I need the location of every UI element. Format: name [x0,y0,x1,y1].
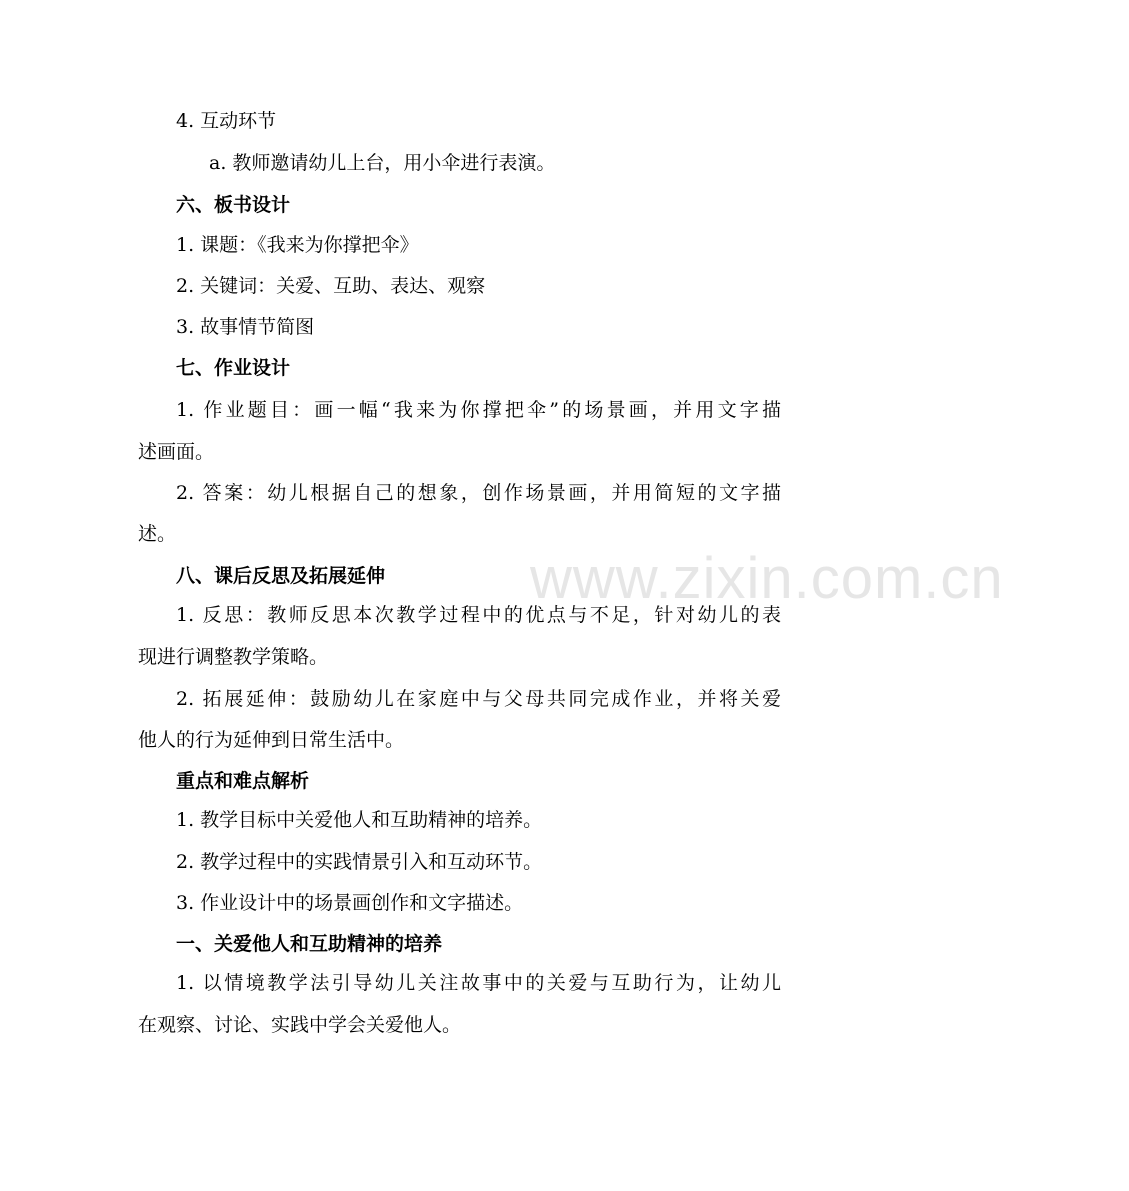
paragraph-line: 现进行调整教学策略。 [138,646,329,668]
list-item: a. 教师邀请幼儿上台，用小伞进行表演。 [209,152,556,174]
paragraph-line: 述画面。 [138,441,215,463]
paragraph-line: 在观察、讨论、实践中学会关爱他人。 [138,1014,462,1036]
list-item: 2. 关键词：关爱、互助、表达、观察 [176,275,486,297]
paragraph-line: 2. 拓展延伸：鼓励幼儿在家庭中与父母共同完成作业，并将关爱 [176,688,781,710]
list-item: 2. 教学过程中的实践情景引入和互动环节。 [176,851,543,873]
list-item: 4. 互动环节 [176,110,277,132]
section-heading: 七、作业设计 [176,357,291,379]
section-heading: 八、课后反思及拓展延伸 [176,565,386,587]
list-item: 3. 作业设计中的场景画创作和文字描述。 [176,892,524,914]
paragraph-line: 1. 以情境教学法引导幼儿关注故事中的关爱与互助行为，让幼儿 [176,972,781,994]
section-heading: 一、关爱他人和互助精神的培养 [176,933,443,955]
paragraph-line: 2. 答案：幼儿根据自己的想象，创作场景画，并用简短的文字描 [176,482,781,504]
paragraph-line: 1. 反思：教师反思本次教学过程中的优点与不足，针对幼儿的表 [176,604,781,626]
list-item: 1. 课题：《我来为你撑把伞》 [176,234,419,256]
paragraph-line: 他人的行为延伸到日常生活中。 [138,729,405,751]
watermark: www.zixin.com.cn [530,546,1004,611]
paragraph-line: 1. 作业题目：画一幅“我来为你撑把伞”的场景画，并用文字描 [176,399,781,421]
section-heading: 重点和难点解析 [176,770,310,792]
section-heading: 六、板书设计 [176,194,291,216]
list-item: 3. 故事情节简图 [176,316,315,338]
paragraph-line: 述。 [138,523,177,545]
list-item: 1. 教学目标中关爱他人和互助精神的培养。 [176,809,543,831]
